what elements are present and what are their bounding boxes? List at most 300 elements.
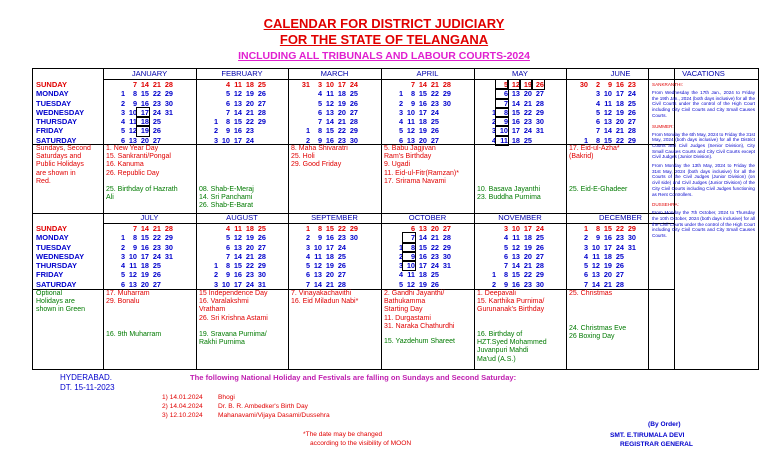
date-cell: 20 bbox=[140, 279, 149, 289]
date-cell: 8 bbox=[403, 243, 415, 252]
date-cell: 11 bbox=[326, 89, 334, 99]
date-cell: 30 bbox=[579, 80, 588, 89]
holiday-line: 25. Birthday of Hazrath bbox=[106, 186, 178, 193]
month-header-january: JANUARY bbox=[103, 69, 196, 80]
date-cell: 26 bbox=[535, 242, 544, 252]
vacation-summer-text-2: From Monday the 13th May, 2024 to Friday the 31st May, 2024 (both days inclusive) for all the Courts of the Civil Judges (Junior Division) (on civil side) and Civil Judges (Junior Division) of the City Civil Courts including Civil Judges functioning as Rent Controllers. bbox=[652, 163, 755, 197]
month-header-july: JULY bbox=[103, 213, 196, 224]
date-cell: 20 bbox=[523, 251, 532, 261]
date-cell: 17 bbox=[603, 242, 612, 252]
april-holidays bbox=[384, 145, 472, 186]
holiday-line: Ram's Birthday bbox=[384, 153, 432, 161]
date-cell: 16 bbox=[233, 126, 242, 136]
date-cell: 24 bbox=[535, 224, 544, 233]
date-cell: 19 bbox=[245, 89, 254, 99]
date-cell: 16 bbox=[140, 98, 149, 108]
date-cell bbox=[298, 117, 310, 126]
date-cell: 1 bbox=[491, 107, 496, 117]
date-cell: 2 bbox=[213, 270, 218, 280]
date-cell: 25 bbox=[257, 224, 266, 233]
date-cell: 20 bbox=[523, 89, 532, 99]
weekday-labels-upper bbox=[36, 80, 84, 145]
date-cell bbox=[624, 280, 636, 289]
date-cell: 13 bbox=[325, 107, 334, 117]
weekday-label: FRIDAY bbox=[36, 270, 64, 280]
month-header-may: MAY bbox=[474, 69, 566, 80]
date-cell: 23 bbox=[523, 279, 532, 289]
date-cell bbox=[439, 136, 451, 145]
date-cell: 24 bbox=[627, 89, 636, 99]
date-cell: 8 bbox=[595, 224, 600, 233]
date-cell: 23 bbox=[245, 270, 254, 280]
date-cell: 8 bbox=[132, 89, 137, 99]
date-cell: 5 bbox=[398, 126, 403, 136]
date-cell: 24 bbox=[615, 242, 624, 252]
weekday-label: SATURDAY bbox=[36, 135, 77, 145]
holiday-line: 25. Eid-E-Ghadeer bbox=[569, 186, 628, 193]
date-cell bbox=[161, 280, 173, 289]
august-optional-holidays bbox=[199, 331, 287, 347]
date-cell: 23 bbox=[245, 126, 254, 136]
date-cell: 17 bbox=[523, 224, 532, 233]
holiday-line: Juvanpuri Mahdi bbox=[477, 347, 529, 355]
date-cell: 1 bbox=[398, 89, 403, 99]
date-cell: 31 bbox=[301, 80, 310, 89]
date-cell: 21 bbox=[152, 80, 161, 89]
date-cell: 29 bbox=[535, 270, 544, 280]
date-cell: 7 bbox=[595, 126, 600, 136]
date-cell: 12 bbox=[591, 261, 600, 271]
holiday-line: Bathukamma bbox=[384, 298, 426, 306]
holiday-line: 26. Republic Day bbox=[106, 169, 160, 177]
date-cell: 3 bbox=[398, 261, 403, 271]
date-cell: 30 bbox=[164, 242, 173, 252]
date-cell bbox=[254, 136, 266, 145]
date-cell: 25 bbox=[152, 261, 161, 271]
holiday-line: 29. Good Friday bbox=[291, 161, 342, 169]
date-cell: 29 bbox=[349, 224, 358, 233]
date-cell: 29 bbox=[535, 107, 544, 117]
holiday-line: 1. Deepavali bbox=[477, 290, 516, 297]
date-cell: 29 bbox=[257, 261, 266, 271]
date-cell bbox=[576, 126, 588, 135]
date-cell: 16 bbox=[511, 117, 520, 127]
date-cell: 29 bbox=[349, 126, 358, 136]
june-holidays bbox=[569, 145, 657, 161]
date-cell: 24 bbox=[430, 107, 439, 117]
footer-item-num: 2) 14.04.2024 bbox=[162, 403, 203, 410]
date-cell bbox=[484, 89, 496, 98]
date-cell bbox=[161, 136, 173, 145]
holiday-line: 17. Eid-ul-Azha* bbox=[569, 145, 620, 152]
weekday-labels-lower bbox=[36, 224, 84, 289]
month-header-october: OCTOBER bbox=[381, 213, 474, 224]
may-optional-holidays bbox=[477, 186, 565, 202]
date-cell bbox=[624, 252, 636, 261]
date-cell: 25 bbox=[152, 117, 161, 127]
month-header-april: APRIL bbox=[381, 69, 474, 80]
month-header-march: MARCH bbox=[288, 69, 381, 80]
date-cell: 8 bbox=[317, 224, 322, 233]
holiday-line: 23. Buddha Purnima bbox=[477, 194, 541, 202]
date-cell: 5 bbox=[317, 98, 322, 108]
date-cell bbox=[624, 270, 636, 279]
date-cell: 22 bbox=[523, 270, 532, 280]
month-header-december: DECEMBER bbox=[566, 213, 675, 224]
date-cell bbox=[624, 261, 636, 270]
date-cell: 13 bbox=[591, 270, 600, 280]
holiday-line: Ali bbox=[106, 194, 114, 202]
date-cell: 16 bbox=[140, 242, 149, 252]
date-cell: 21 bbox=[245, 251, 254, 261]
date-cell: 7 bbox=[503, 261, 508, 271]
date-cell: 7 bbox=[410, 80, 415, 89]
date-cell: 20 bbox=[140, 135, 149, 145]
date-cell: 16 bbox=[325, 233, 334, 243]
date-cell: 21 bbox=[430, 80, 439, 89]
date-cell: 19 bbox=[418, 126, 427, 136]
date-cell bbox=[391, 233, 403, 242]
holiday-line: Gurunanak's Birthday bbox=[477, 306, 545, 314]
date-cell: 14 bbox=[418, 233, 427, 243]
date-cell bbox=[439, 117, 451, 126]
date-cell bbox=[206, 80, 218, 89]
holiday-line: shown in Green bbox=[36, 306, 86, 314]
holiday-line: Ma'ud (A.S.) bbox=[477, 355, 516, 363]
date-cell: 27 bbox=[152, 135, 161, 145]
month-dates-july bbox=[113, 224, 173, 289]
holiday-line: 15. Karthika Purnima/ bbox=[477, 298, 545, 306]
date-cell: 15 bbox=[140, 89, 149, 99]
september-holidays bbox=[291, 290, 379, 306]
date-cell: 15 bbox=[603, 135, 612, 145]
date-cell: 21 bbox=[523, 98, 532, 108]
month-header-september: SEPTEMBER bbox=[288, 213, 381, 224]
weekday-label: THURSDAY bbox=[36, 261, 77, 271]
weekday-label: SATURDAY bbox=[36, 279, 77, 289]
date-cell: 16 bbox=[615, 80, 624, 89]
date-cell: 13 bbox=[313, 270, 322, 280]
date-cell: 21 bbox=[430, 233, 439, 243]
date-cell: 15 bbox=[511, 107, 520, 117]
date-cell: 13 bbox=[233, 98, 242, 108]
date-cell: 11 bbox=[592, 251, 600, 261]
date-cell: 18 bbox=[523, 233, 532, 243]
holiday-line: 2. Gandhi Jayanthi/ bbox=[384, 290, 445, 297]
date-cell: 10 bbox=[221, 279, 230, 289]
footer-item-text: Dr. B. R. Ambedker's Birth Day bbox=[218, 403, 308, 410]
date-cell: 23 bbox=[337, 233, 346, 243]
date-cell: 10 bbox=[406, 107, 415, 117]
title-line-3: INCLUDING ALL TRIBUNALS AND LABOUR COURTS-2024 bbox=[238, 50, 530, 62]
date-cell: 17 bbox=[233, 279, 242, 289]
title-line-2: FOR THE STATE OF TELANGANA bbox=[279, 32, 489, 47]
date-cell: 10 bbox=[325, 80, 334, 89]
date-cell: 10 bbox=[128, 251, 137, 261]
holiday-line: 5. Babu Jagjivan bbox=[384, 145, 436, 152]
holiday-line: 11. Eid-ul-Fitr(Ramzan)* bbox=[384, 169, 459, 177]
month-dates-may bbox=[484, 80, 544, 145]
date-cell bbox=[346, 261, 358, 270]
date-cell bbox=[484, 224, 496, 233]
date-cell bbox=[161, 261, 173, 270]
date-cell: 3 bbox=[213, 279, 218, 289]
date-cell: 26 bbox=[430, 279, 439, 289]
holiday-line: are shown in bbox=[36, 169, 76, 177]
vacation-dussehra-text: From Monday the 7th October, 2024 to Thursday the 10th October, 2024 (both days inclusive) for all the Civil Courts under the control of the High Court including City Civil Courts and City Small Causes Courts. bbox=[652, 210, 755, 239]
date-cell: 3 bbox=[398, 107, 403, 117]
date-cell: 12 bbox=[508, 80, 520, 89]
date-cell: 6 bbox=[398, 135, 403, 145]
date-cell: 22 bbox=[615, 135, 624, 145]
date-cell: 5 bbox=[305, 261, 310, 271]
weekday-label: THURSDAY bbox=[36, 117, 77, 127]
date-cell: 16 bbox=[233, 270, 242, 280]
date-cell: 4 bbox=[398, 270, 403, 280]
date-cell: 21 bbox=[152, 224, 161, 233]
date-cell: 23 bbox=[152, 98, 161, 108]
weekday-label: MONDAY bbox=[36, 89, 69, 99]
date-cell: 9 bbox=[132, 242, 137, 252]
weekday-label: SUNDAY bbox=[36, 80, 67, 89]
date-cell: 27 bbox=[257, 98, 266, 108]
date-cell: 13 bbox=[128, 135, 137, 145]
date-cell: 28 bbox=[442, 233, 451, 243]
date-cell bbox=[161, 126, 173, 135]
date-cell: 30 bbox=[535, 279, 544, 289]
date-cell: 29 bbox=[257, 117, 266, 127]
date-cell: 26 bbox=[257, 233, 266, 243]
date-cell: 6 bbox=[120, 279, 125, 289]
month-dates-september bbox=[298, 224, 358, 289]
date-cell: 7 bbox=[403, 233, 415, 242]
date-cell: 19 bbox=[615, 107, 624, 117]
date-cell bbox=[113, 80, 125, 89]
date-cell: 20 bbox=[615, 117, 624, 127]
date-cell: 21 bbox=[245, 107, 254, 117]
date-cell: 1 bbox=[213, 117, 218, 127]
date-cell: 3 bbox=[120, 251, 125, 261]
date-cell: 4 bbox=[503, 233, 508, 243]
holiday-line: Holidays are bbox=[36, 298, 75, 306]
footer-place: HYDERABAD. bbox=[60, 373, 113, 382]
moon-note-1: *The date may be changed bbox=[303, 431, 383, 438]
holiday-line: Optional bbox=[36, 290, 63, 297]
date-cell: 23 bbox=[430, 98, 439, 108]
date-cell: 22 bbox=[245, 261, 254, 271]
date-cell: 17 bbox=[615, 89, 624, 99]
holiday-line: Rakhi Purnima bbox=[199, 339, 245, 347]
date-cell: 25 bbox=[257, 80, 266, 89]
date-cell: 25 bbox=[615, 251, 624, 261]
date-cell: 4 bbox=[120, 117, 125, 127]
date-cell: 12 bbox=[128, 126, 137, 136]
date-cell: 17 bbox=[418, 107, 427, 117]
date-cell: 30 bbox=[442, 251, 451, 261]
date-cell: 12 bbox=[603, 107, 612, 117]
date-cell: 16 bbox=[418, 251, 427, 261]
vacation-summer-text-1: From Monday the 6th May, 2024 to Friday the 31st May, 2024 (both days inclusive) for all the District Courts and Civil Judges (Senior Division), City Small Causes Courts and City Civil Courts except Civil Judges (Junior Division). bbox=[652, 131, 755, 160]
holiday-line: 8. Maha Shivaratri bbox=[291, 145, 348, 152]
date-cell: 25 bbox=[535, 233, 544, 243]
date-cell: 11 bbox=[604, 98, 612, 108]
date-cell: 19 bbox=[418, 279, 427, 289]
holiday-line: 16. Eid Miladun Nabi* bbox=[291, 298, 359, 306]
date-cell: 8 bbox=[496, 108, 508, 117]
date-cell: 27 bbox=[349, 107, 358, 117]
date-cell: 14 bbox=[325, 117, 334, 127]
date-cell: 2 bbox=[120, 242, 125, 252]
date-cell bbox=[206, 108, 218, 117]
date-cell: 4 bbox=[491, 135, 496, 145]
date-cell: 1 bbox=[120, 89, 125, 99]
footer-item-text: Mahanavami/Vijaya Dasami/Dussehra bbox=[218, 412, 330, 419]
date-cell: 17 bbox=[337, 80, 346, 89]
date-cell: 27 bbox=[535, 251, 544, 261]
date-cell: 14 bbox=[418, 80, 427, 89]
date-cell bbox=[113, 224, 125, 233]
date-cell: 1 bbox=[583, 224, 588, 233]
date-cell: 25 bbox=[627, 98, 636, 108]
date-cell: 30 bbox=[627, 233, 636, 243]
date-cell: 24 bbox=[337, 242, 346, 252]
date-cell: 11 bbox=[129, 261, 137, 271]
holiday-line: 26 Boxing Day bbox=[569, 333, 615, 341]
date-cell: 2 bbox=[491, 117, 496, 127]
footer-item-num: 1) 14.01.2024 bbox=[162, 394, 203, 401]
date-cell: 19 bbox=[137, 126, 149, 135]
november-optional-holidays bbox=[477, 331, 565, 364]
date-cell: 1 bbox=[213, 261, 218, 271]
signatory-designation: REGISTRAR GENERAL bbox=[620, 441, 693, 448]
date-cell: 31 bbox=[535, 126, 544, 136]
date-cell: 12 bbox=[313, 261, 322, 271]
date-cell: 16 bbox=[418, 98, 427, 108]
weekday-label: WEDNESDAY bbox=[36, 107, 85, 117]
date-cell: 14 bbox=[511, 261, 520, 271]
date-cell: 2 bbox=[305, 135, 310, 145]
date-cell bbox=[484, 80, 496, 89]
date-cell: 18 bbox=[245, 224, 254, 233]
date-cell: 2 bbox=[213, 126, 218, 136]
date-cell: 14 bbox=[591, 279, 600, 289]
holiday-line: Starting Day bbox=[384, 306, 423, 314]
date-cell bbox=[206, 252, 218, 261]
date-cell: 18 bbox=[603, 251, 612, 261]
date-cell: 11 bbox=[314, 251, 322, 261]
date-cell bbox=[161, 270, 173, 279]
holiday-line: 25. Holi bbox=[291, 153, 315, 161]
notes-optional-holidays bbox=[36, 290, 102, 315]
date-cell bbox=[439, 270, 451, 279]
date-cell: 17 bbox=[511, 126, 520, 136]
holiday-line: 11. Durgastami bbox=[384, 314, 431, 322]
date-cell: 9 bbox=[403, 252, 415, 261]
date-cell bbox=[576, 108, 588, 117]
august-holidays bbox=[199, 290, 287, 323]
date-cell bbox=[161, 117, 173, 126]
date-cell: 17 bbox=[137, 108, 149, 117]
month-header-february: FEBRUARY bbox=[196, 69, 288, 80]
date-cell: 7 bbox=[225, 107, 230, 117]
vacations-header: VACATIONS bbox=[649, 69, 758, 80]
date-cell: 12 bbox=[406, 126, 415, 136]
holiday-line: 17. Srirama Navami bbox=[384, 177, 446, 185]
date-cell: 27 bbox=[257, 242, 266, 252]
vacation-sankranthi-text: From Wednesday the 17th Jan., 2024 to Friday the 19th Jan., 2024 (both days inclusive) for all the Civil Courts under the control of the High Court including City Civil Courts and City Small Causes Courts. bbox=[652, 90, 755, 118]
vacation-summer-label: SUMMER: bbox=[652, 123, 674, 129]
date-cell: 22 bbox=[430, 242, 439, 252]
date-cell: 18 bbox=[511, 135, 520, 145]
january-holidays bbox=[106, 145, 194, 178]
date-cell: 6 bbox=[317, 107, 322, 117]
date-cell: 21 bbox=[337, 117, 346, 127]
date-cell: 31 bbox=[627, 242, 636, 252]
date-cell: 5 bbox=[225, 89, 230, 99]
month-dates-january bbox=[113, 80, 173, 145]
date-cell: 28 bbox=[442, 80, 451, 89]
date-cell: 23 bbox=[337, 135, 346, 145]
holiday-line: 15. Yazdehum Shareet bbox=[384, 338, 455, 345]
date-cell bbox=[254, 126, 266, 135]
holiday-line: Public Holidays bbox=[36, 161, 84, 169]
date-cell: 7 bbox=[496, 99, 508, 108]
holiday-line: 16. Birthday of bbox=[477, 331, 523, 338]
date-cell: 20 bbox=[325, 270, 334, 280]
date-cell: 26 bbox=[532, 80, 544, 89]
date-cell: 10 bbox=[511, 224, 520, 233]
date-cell: 19 bbox=[520, 80, 532, 89]
date-cell bbox=[484, 252, 496, 261]
date-cell: 28 bbox=[164, 80, 173, 89]
date-cell: 27 bbox=[337, 270, 346, 280]
holiday-line: 19. Sravana Purnima/ bbox=[199, 331, 267, 338]
date-cell: 15 bbox=[325, 126, 334, 136]
date-cell: 23 bbox=[152, 242, 161, 252]
date-cell: 6 bbox=[595, 117, 600, 127]
date-cell bbox=[346, 252, 358, 261]
date-cell: 8 bbox=[132, 233, 137, 243]
date-cell: 23 bbox=[615, 233, 624, 243]
date-cell: 22 bbox=[523, 107, 532, 117]
footer-item-num: 3) 12.10.2024 bbox=[162, 412, 203, 419]
weekday-label: FRIDAY bbox=[36, 126, 64, 136]
date-cell: 3 bbox=[305, 242, 310, 252]
date-cell: 23 bbox=[523, 117, 532, 127]
date-cell: 18 bbox=[325, 251, 334, 261]
date-cell bbox=[346, 243, 358, 252]
date-cell: 28 bbox=[164, 224, 173, 233]
date-cell: 27 bbox=[442, 224, 451, 233]
date-cell: 26 bbox=[337, 261, 346, 271]
date-cell: 9 bbox=[410, 98, 415, 108]
holiday-line: Red. bbox=[36, 177, 51, 185]
holiday-line: 24. Christmas Eve bbox=[569, 325, 627, 332]
date-cell: 28 bbox=[535, 98, 544, 108]
date-cell: 2 bbox=[305, 233, 310, 243]
holiday-line: 16. Kanuma bbox=[106, 161, 144, 169]
date-cell: 15 bbox=[418, 89, 427, 99]
date-cell: 6 bbox=[120, 135, 125, 145]
date-cell: 27 bbox=[152, 279, 161, 289]
date-cell: 20 bbox=[603, 270, 612, 280]
date-cell: 19 bbox=[245, 233, 254, 243]
date-cell: 28 bbox=[535, 261, 544, 271]
date-cell: 20 bbox=[245, 242, 254, 252]
date-cell bbox=[346, 270, 358, 279]
july-optional-holidays bbox=[106, 331, 194, 339]
january-optional-holidays bbox=[106, 186, 194, 202]
